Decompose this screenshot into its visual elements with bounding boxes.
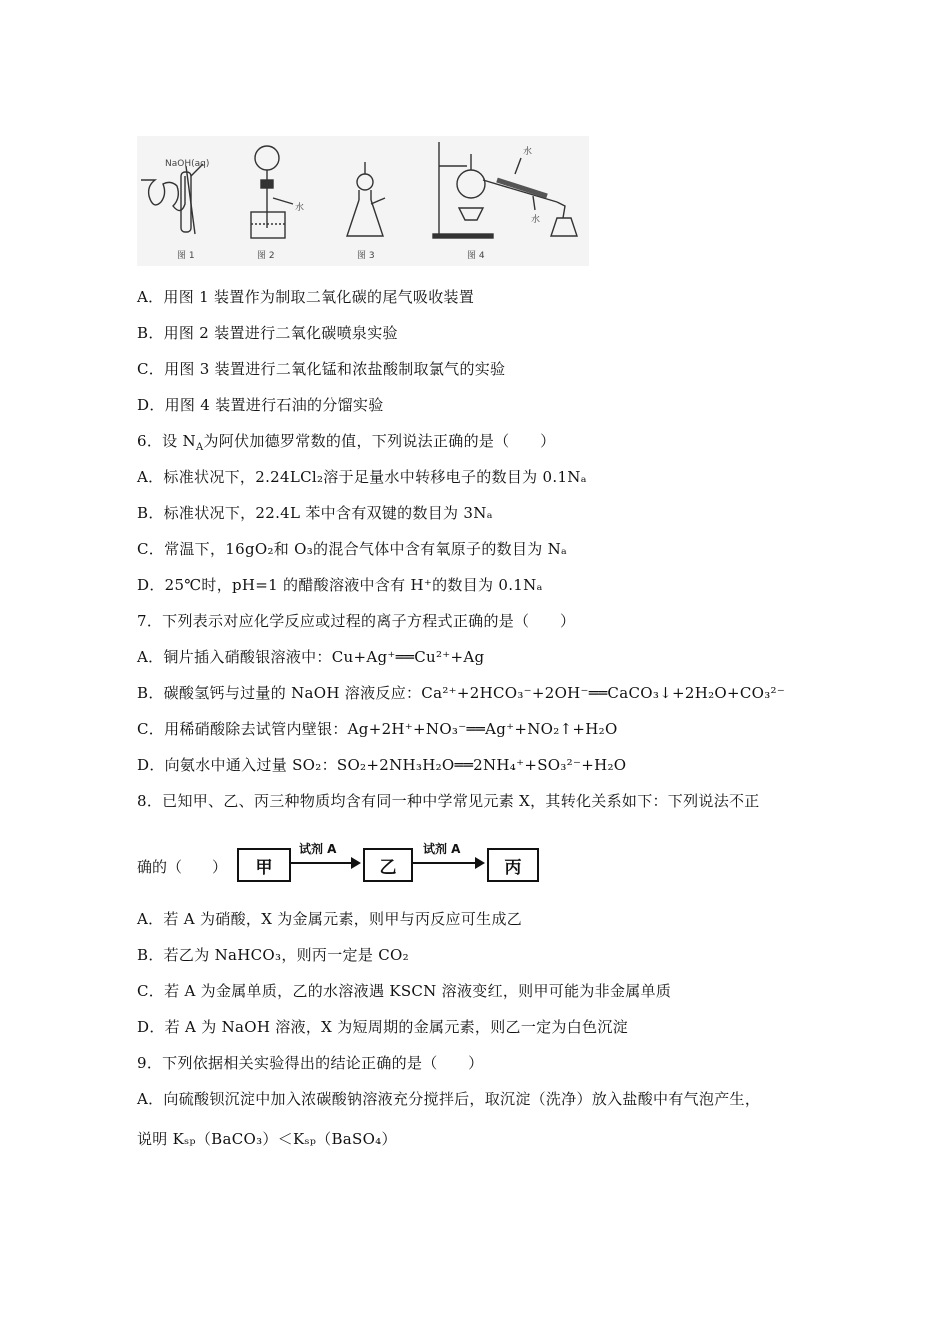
- q8-conversion-diagram: [137, 842, 557, 886]
- arrow-1: [291, 862, 359, 864]
- box-yi: 乙: [363, 848, 413, 882]
- q7-option-c: C．用稀硝酸除去试管内壁银：Ag+2H⁺+NO₃⁻══Ag⁺+NO₂↑+H₂O: [137, 720, 618, 738]
- q7-stem: 7．下列表示对应化学反应或过程的离子方程式正确的是（ ）: [137, 612, 576, 630]
- q6-option-d: D．25℃时，pH=1 的醋酸溶液中含有 H⁺的数目为 0.1Nₐ: [137, 576, 543, 594]
- box-bing: 丙: [487, 848, 539, 882]
- q5-option-b: B．用图 2 装置进行二氧化碳喷泉实验: [137, 324, 398, 342]
- q7-option-d: D．向氨水中通入过量 SO₂：SO₂+2NH₃H₂O══2NH₄⁺+SO₃²⁻+H₂O: [137, 756, 627, 774]
- q5-option-c: C．用图 3 装置进行二氧化锰和浓盐酸制取氯气的实验: [137, 360, 506, 378]
- figure-4-caption: 图 4: [467, 251, 485, 261]
- q6-stem: 6．设 $N_A$为阿伏加德罗常数的值，下列说法正确的是（ ）: [137, 432, 556, 453]
- figure-4-water-in-label: 水: [523, 147, 533, 157]
- q9-option-a: A．向硫酸钡沉淀中加入浓碳酸钠溶液充分搅拌后，取沉淀（洗净）放入盐酸中有气泡产生，: [137, 1090, 761, 1108]
- arrow-2-label: 试剂 A: [423, 842, 461, 856]
- q8-option-a: A．若 A 为硝酸，X 为金属元素，则甲与丙反应可生成乙: [137, 910, 523, 928]
- q7-option-b: B．碳酸氢钙与过量的 NaOH 溶液反应：Ca²⁺+2HCO₃⁻+2OH⁻══CaCO₃↓+2H₂O+CO₃²⁻: [137, 684, 786, 702]
- q8-option-c: C．若 A 为金属单质，乙的水溶液遇 KSCN 溶液变红，则甲可能为非金属单质: [137, 982, 672, 1000]
- figure-2-caption: 图 2: [257, 251, 275, 261]
- q8-option-d: D．若 A 为 NaOH 溶液，X 为短周期的金属元素，则乙一定为白色沉淀: [137, 1018, 628, 1036]
- box-jia: 甲: [237, 848, 291, 882]
- figure-3-caption: 图 3: [357, 251, 375, 261]
- figure-1-naoh-label: NaOH(aq): [165, 159, 210, 169]
- apparatus-figures: [137, 136, 589, 266]
- figure-4-water-out-label: 水: [531, 215, 541, 225]
- q6-option-c: C．常温下，16gO₂和 O₃的混合气体中含有氧原子的数目为 Nₐ: [137, 540, 568, 558]
- figure-2-water-label: 水: [295, 203, 305, 213]
- q9-stem: 9．下列依据相关实验得出的结论正确的是（ ）: [137, 1054, 484, 1072]
- q7-option-a: A．铜片插入硝酸银溶液中：Cu+Ag⁺══Cu²⁺+Ag: [137, 648, 485, 666]
- q9-option-a-continued: 说明 Kₛₚ（BaCO₃）＜Kₛₚ（BaSO₄）: [137, 1130, 397, 1148]
- q5-option-a: A．用图 1 装置作为制取二氧化碳的尾气吸收装置: [137, 288, 475, 306]
- figure-1-caption: 图 1: [177, 251, 195, 261]
- arrow-1-label: 试剂 A: [299, 842, 337, 856]
- q8-stem-continued: 确的（ ）: [137, 858, 228, 876]
- q8-stem: 8．已知甲、乙、丙三种物质均含有同一种中学常见元素 X，其转化关系如下：下列说法不正: [137, 792, 760, 810]
- arrow-2: [413, 862, 483, 864]
- q5-option-d: D．用图 4 装置进行石油的分馏实验: [137, 396, 384, 414]
- q8-option-b: B．若乙为 NaHCO₃，则丙一定是 CO₂: [137, 946, 409, 964]
- q6-option-a: A．标准状况下，2.24LCl₂溶于足量水中转移电子的数目为 0.1Nₐ: [137, 468, 587, 486]
- q6-option-b: B．标准状况下，22.4L 苯中含有双键的数目为 3Nₐ: [137, 504, 493, 522]
